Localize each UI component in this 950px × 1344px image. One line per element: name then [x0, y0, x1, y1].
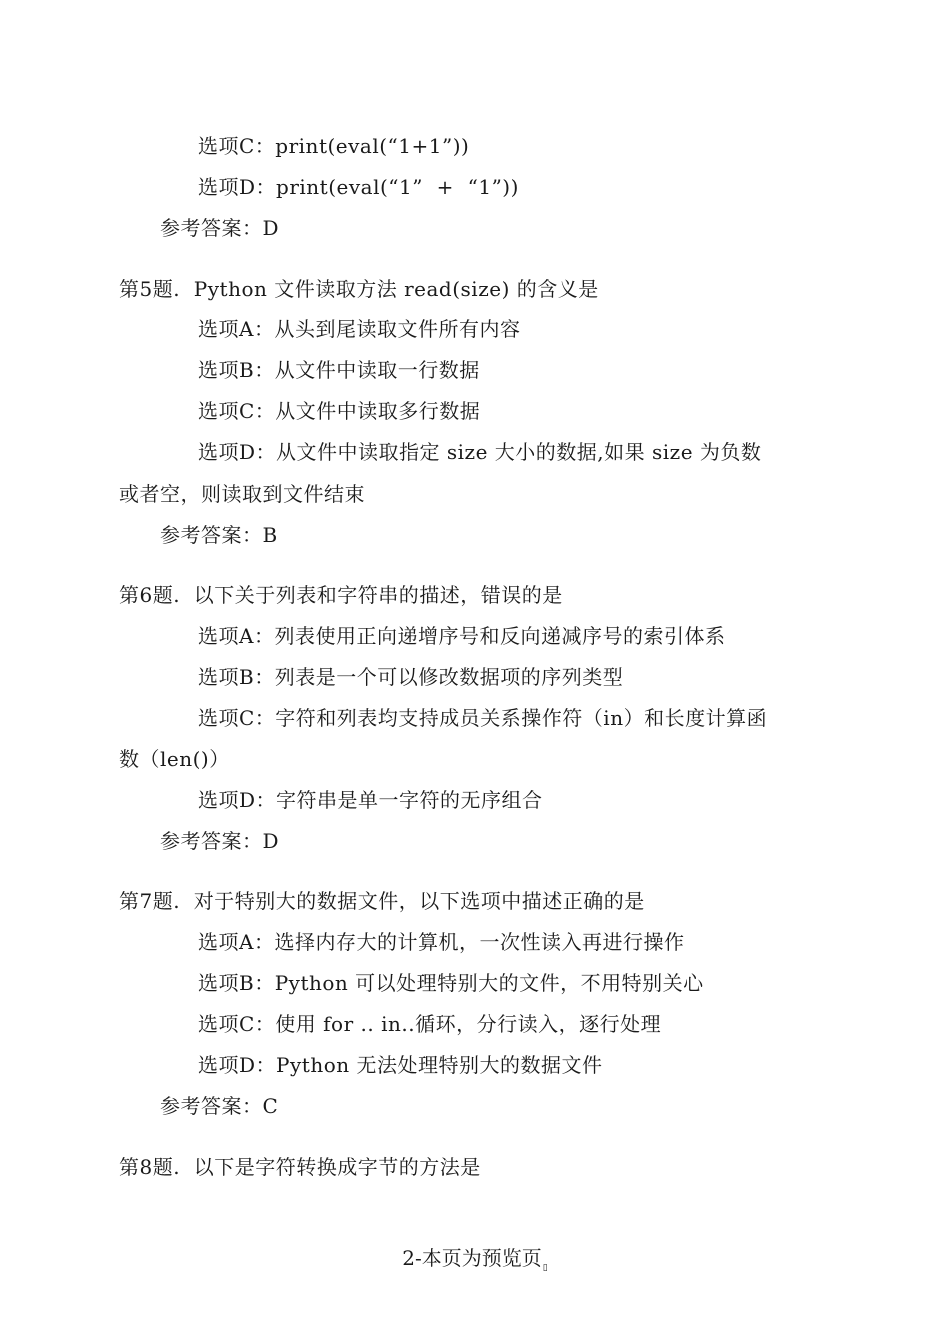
q6-title: 第6题. 以下关于列表和字符串的描述，错误的是: [119, 583, 563, 607]
page-footer: [0, 1246, 950, 1280]
q4-answer: 参考答案：D: [160, 216, 280, 240]
q7-option-a: 选项A：选择内存大的计算机，一次性读入再进行操作: [198, 930, 685, 954]
q5-option-a: 选项A：从头到尾读取文件所有内容: [198, 317, 521, 341]
q5-option-d-continuation: 或者空，则读取到文件结束: [119, 482, 365, 506]
q7-title: 第7题. 对于特别大的数据文件，以下选项中描述正确的是: [119, 889, 645, 913]
q6-option-a: 选项A：列表使用正向递增序号和反向递减序号的索引体系: [198, 624, 726, 648]
q6-option-c: 选项C：字符和列表均支持成员关系操作符（in）和长度计算函: [198, 706, 768, 730]
q5-title: 第5题. Python 文件读取方法 read(size) 的含义是: [119, 277, 599, 301]
q7-option-d: 选项D：Python 无法处理特别大的数据文件: [198, 1053, 603, 1077]
q5-option-d: 选项D：从文件中读取指定 size 大小的数据,如果 size 为负数: [198, 440, 762, 464]
q5-option-c: 选项C：从文件中读取多行数据: [198, 399, 481, 423]
q6-option-d: 选项D：字符串是单一字符的无序组合: [198, 788, 543, 812]
footer-text: 2-本页为预览页: [402, 1246, 542, 1270]
q5-answer: 参考答案：B: [160, 523, 278, 547]
q7-answer: 参考答案：C: [160, 1094, 279, 1118]
q7-option-c: 选项C：使用 for .. in..循环，分行读入，逐行处理: [198, 1012, 662, 1036]
footer-mark: ▯: [542, 1263, 548, 1273]
q8-title: 第8题. 以下是字符转换成字节的方法是: [119, 1155, 481, 1179]
q4-option-d: 选项D：print(eval(“1” + “1”)): [198, 175, 519, 199]
q5-option-b: 选项B：从文件中读取一行数据: [198, 358, 480, 382]
q7-option-b: 选项B：Python 可以处理特别大的文件，不用特别关心: [198, 971, 704, 995]
q6-answer: 参考答案：D: [160, 829, 280, 853]
q6-option-c-continuation: 数（len()）: [119, 747, 230, 771]
q4-option-c: 选项C：print(eval(“1+1”)): [198, 134, 470, 158]
q6-option-b: 选项B：列表是一个可以修改数据项的序列类型: [198, 665, 624, 689]
